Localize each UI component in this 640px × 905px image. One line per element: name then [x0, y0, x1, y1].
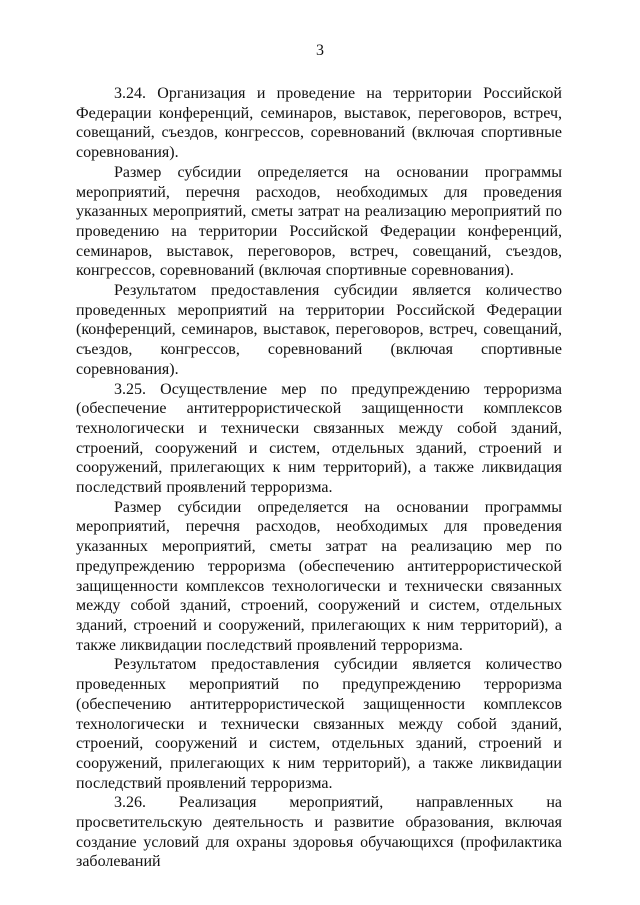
- paragraph-3-24-subsidy-size: Размер субсидии определяется на основании программы мероприятий, перечня расходов, необходимых для проведения указанных мероприятий, сметы затрат на реализацию мероприятий по проведению на территории Российской Федерации конференций, семинаров, выставок, переговоров, встреч, совещаний, съездов, конгрессов, соревнований (включая спортивные соревнования).: [76, 163, 562, 280]
- paragraph-3-26-title: 3.26. Реализация мероприятий, направленных на просветительскую деятельность и развитие образования, включая создание условий для охраны здоровья обучающихся (профилактика заболеваний: [76, 794, 562, 871]
- document-body: [76, 84, 562, 872]
- paragraph-3-24-subsidy-result: Результатом предоставления субсидии является количество проведенных мероприятий на территории Российской Федерации (конференций, семинаров, выставок, переговоров, встреч, совещаний, съездов, конгрессов, соревнований (включая спортивные соревнования).: [76, 282, 562, 378]
- paragraph-3-24-title: 3.24. Организация и проведение на территории Российской Федерации конференций, семинаров, выставок, переговоров, встреч, совещаний, съездов, конгрессов, соревнований (включая спортивные соревнования).: [76, 85, 562, 162]
- paragraph-3-25-subsidy-size: Размер субсидии определяется на основании программы мероприятий, перечня расходов, необходимых для проведения указанных мероприятий, сметы затрат на реализацию мер по предупреждению терроризма (обеспечению антитеррористической защищенности комплексов технологически и технически связанных между собой зданий, строений, сооружений и систем, отдельных зданий, строений и сооружений, прилегающих к ним территорий), а также ликвидации последствий проявлений терроризма.: [76, 498, 562, 654]
- paragraph-3-25-title: 3.25. Осуществление мер по предупреждению терроризма (обеспечение антитеррористической защищенности комплексов технологически и технически связанных между собой зданий, строений, сооружений и систем, отдельных зданий, строений и сооружений, прилегающих к ним территорий), а также ликвидация последствий проявлений терроризма.: [76, 380, 562, 497]
- page-number: 3: [316, 42, 324, 59]
- paragraph-3-25-subsidy-result: Результатом предоставления субсидии является количество проведенных мероприятий по предупреждению терроризма (обеспечению антитеррористической защищенности комплексов технологически и технически связанных между собой зданий, строений, сооружений и систем, отдельных зданий, строений и сооружений, прилегающих к ним территорий), а также ликвидации последствий проявлений терроризма.: [76, 656, 562, 792]
